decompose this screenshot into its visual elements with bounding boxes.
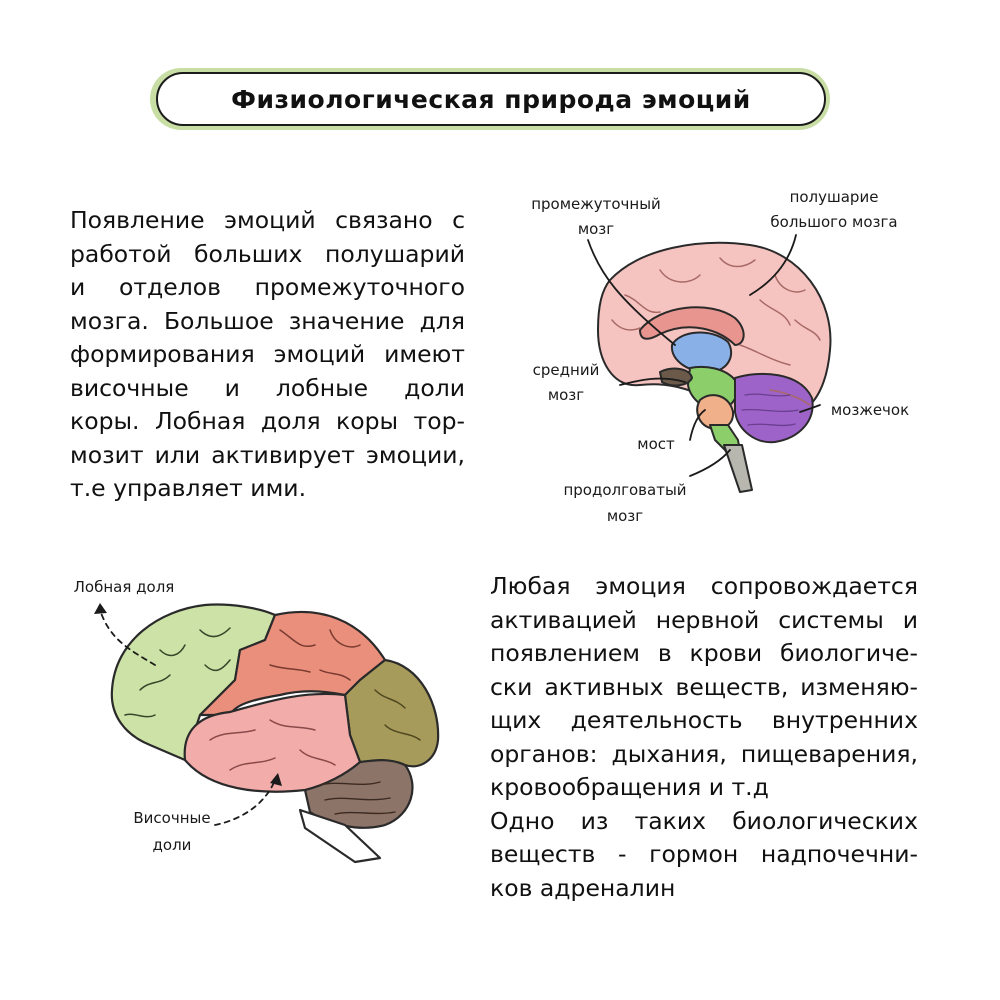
paragraph-line: височные и лобные доли [70, 373, 465, 402]
paragraph-line: мозит или активирует эмоции, [70, 440, 465, 469]
paragraph-line: щих деятельность внутренних [490, 706, 918, 734]
paragraph-line: ков адреналин [490, 873, 676, 902]
paragraph-line: кровообращения и т.д [490, 773, 769, 801]
paragraph-line: т.е управляет ими. [70, 474, 307, 502]
label-pons: мост [637, 435, 675, 453]
paragraph-line: Появление эмоций связано с [70, 206, 465, 234]
paragraph-line: формирования эмоций имеют [70, 340, 465, 368]
paragraph-line: веществ - гормон надпочечни- [490, 840, 918, 868]
paragraph-line: мозга. Большое значение для [70, 306, 465, 335]
paragraph-line: Любая эмоция сопровождается [490, 572, 918, 600]
paragraph-line: работой больших полушарий [70, 239, 465, 268]
paragraph-line: Одно из таких биологических [490, 806, 918, 835]
label-hemisphere: полушарие [789, 188, 879, 206]
label-cerebellum: мозжечок [830, 401, 910, 419]
paragraph-line: ски активных веществ, изменяю- [490, 672, 918, 701]
label-medulla: мозг [606, 507, 644, 525]
paragraph-line: органов: дыхания, пищеварения, [490, 739, 918, 768]
label-medulla: продолговатый [563, 481, 687, 499]
label-midbrain: мозг [547, 386, 585, 404]
label-hemisphere: большого мозга [770, 213, 898, 231]
page-title: Физиологическая природа эмоций [156, 72, 826, 126]
label-temporal-lobes: Височные [133, 809, 211, 827]
paragraph-line: коры. Лобная доля коры тор- [70, 407, 465, 435]
label-frontal-lobe: Лобная доля [73, 578, 175, 596]
paragraph-line: появлением в крови биологиче- [490, 639, 918, 667]
paragraph-line: и отделов промежуточного [70, 273, 465, 301]
paragraph-line: активацией нервной системы и [490, 605, 918, 634]
label-diencephalon: промежуточный [531, 195, 661, 213]
label-midbrain: средний [532, 361, 600, 379]
label-temporal-lobes: доли [152, 836, 192, 854]
arrowhead-frontal-icon [94, 603, 107, 614]
label-diencephalon: мозг [577, 220, 615, 238]
